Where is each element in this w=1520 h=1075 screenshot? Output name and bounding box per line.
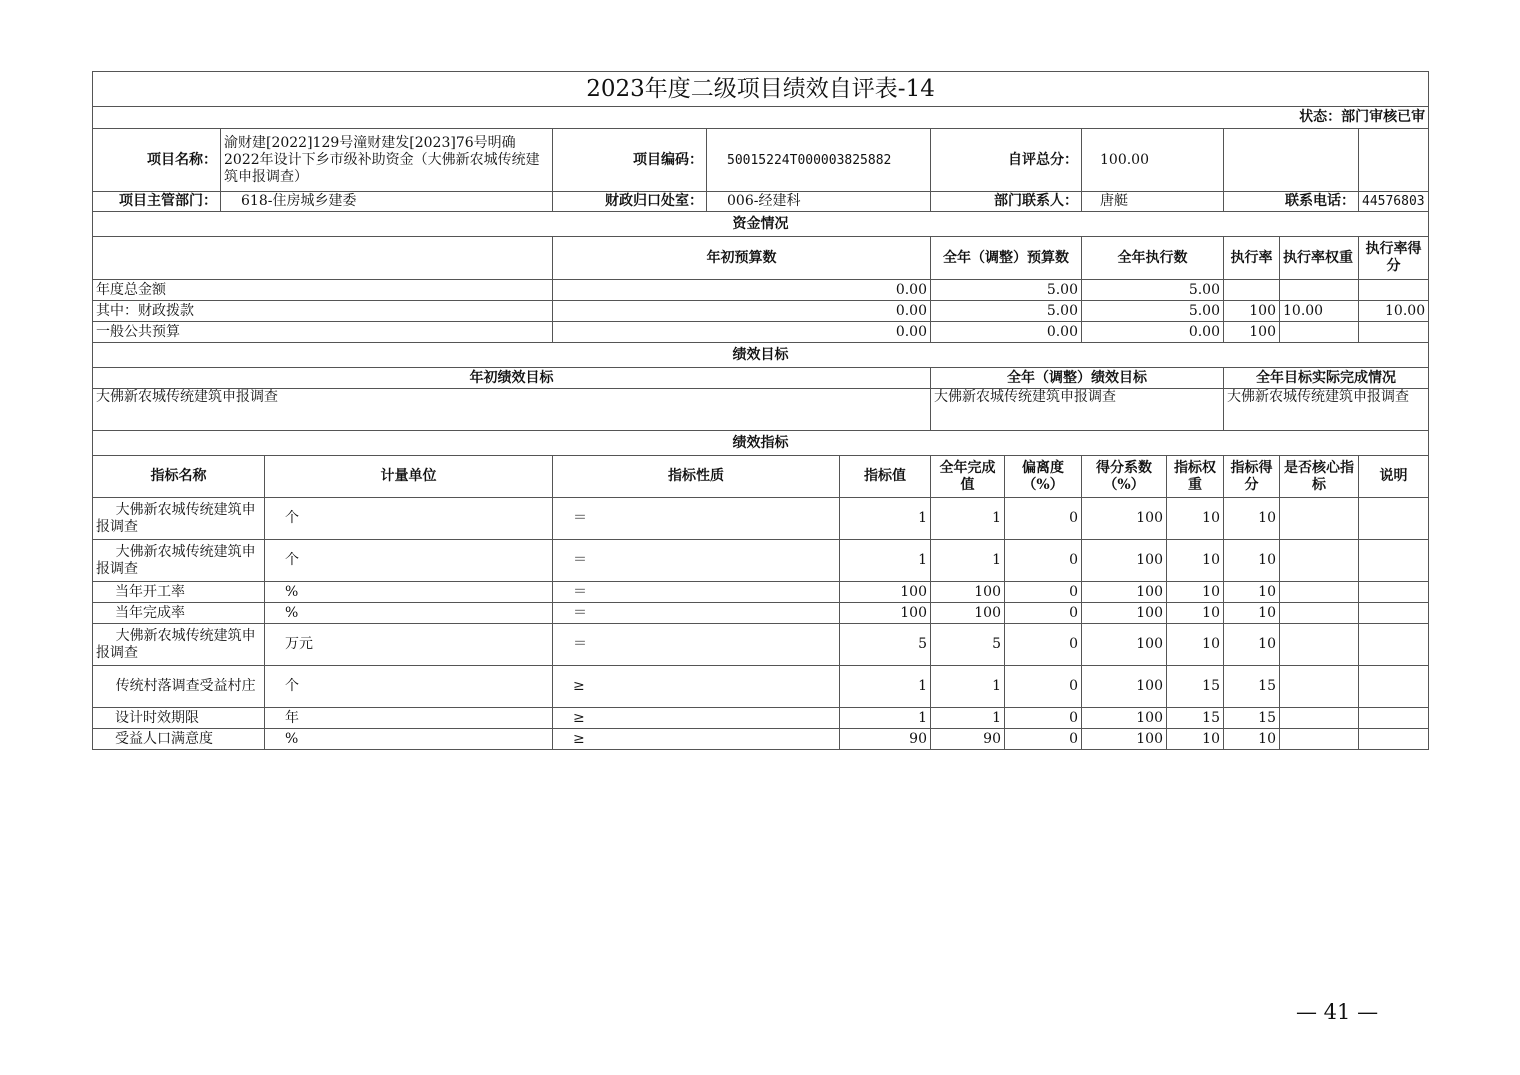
ind-name: 当年完成率	[93, 603, 265, 624]
funds-header-initial: 年初预算数	[553, 237, 931, 280]
ind-deviation: 0	[1005, 582, 1082, 603]
ind-value: 100	[840, 582, 931, 603]
funds-rate	[1224, 280, 1280, 301]
ind-weight: 10	[1167, 582, 1224, 603]
funds-row-name: 一般公共预算	[93, 322, 553, 343]
ind-coefficient: 100	[1082, 729, 1167, 750]
indicator-row	[93, 582, 1429, 603]
ind-unit: 年	[265, 708, 553, 729]
ind-header-unit: 计量单位	[265, 456, 553, 498]
funds-row	[93, 301, 1429, 322]
ind-nature: ≥	[553, 666, 840, 708]
ind-done: 100	[931, 603, 1005, 624]
ind-note	[1359, 708, 1429, 729]
finance-label: 财政归口处室：	[553, 192, 707, 212]
goals-initial: 大佛新农城传统建筑申报调查	[93, 389, 931, 431]
ind-weight: 10	[1167, 603, 1224, 624]
ind-weight: 10	[1167, 498, 1224, 540]
funds-header-adjusted: 全年（调整）预算数	[931, 237, 1082, 280]
ind-nature: ≥	[553, 708, 840, 729]
ind-note	[1359, 498, 1429, 540]
funds-executed: 5.00	[1082, 301, 1224, 322]
project-name-label: 项目名称：	[93, 129, 221, 192]
contact-label: 部门联系人：	[931, 192, 1082, 212]
ind-header-score: 指标得分	[1224, 456, 1280, 498]
funds-section-title: 资金情况	[93, 212, 1429, 237]
ind-note	[1359, 729, 1429, 750]
ind-header-done: 全年完成值	[931, 456, 1005, 498]
indicator-row	[93, 624, 1429, 666]
funds-initial: 0.00	[553, 280, 931, 301]
ind-weight: 10	[1167, 729, 1224, 750]
ind-coefficient: 100	[1082, 540, 1167, 582]
indicator-row	[93, 540, 1429, 582]
ind-value: 1	[840, 708, 931, 729]
ind-nature: ＝	[553, 603, 840, 624]
ind-unit: 个	[265, 666, 553, 708]
form-title: 2023年度二级项目绩效自评表-14	[93, 72, 1429, 107]
ind-core	[1280, 729, 1359, 750]
goals-adjusted: 大佛新农城传统建筑申报调查	[931, 389, 1224, 431]
funds-header-executed: 全年执行数	[1082, 237, 1224, 280]
funds-header-rate: 执行率	[1224, 237, 1280, 280]
ind-coefficient: 100	[1082, 708, 1167, 729]
funds-row-name: 其中：财政拨款	[93, 301, 553, 322]
ind-core	[1280, 582, 1359, 603]
ind-nature: ＝	[553, 498, 840, 540]
indicator-row	[93, 666, 1429, 708]
ind-note	[1359, 582, 1429, 603]
funds-header-weight: 执行率权重	[1280, 237, 1359, 280]
ind-score: 10	[1224, 624, 1280, 666]
funds-weight: 10.00	[1280, 301, 1359, 322]
ind-nature: ＝	[553, 624, 840, 666]
ind-header-name: 指标名称	[93, 456, 265, 498]
project-code-value: 50015224T000003825882	[707, 129, 931, 192]
goals-header-actual: 全年目标实际完成情况	[1224, 368, 1429, 389]
ind-score: 15	[1224, 708, 1280, 729]
project-code-label: 项目编码：	[553, 129, 707, 192]
ind-score: 10	[1224, 603, 1280, 624]
ind-nature: ≥	[553, 729, 840, 750]
blank-cell	[1359, 129, 1429, 192]
funds-score: 10.00	[1359, 301, 1429, 322]
ind-name: 大佛新农城传统建筑申报调查	[93, 624, 265, 666]
evaluation-table	[92, 71, 1429, 750]
ind-score: 10	[1224, 582, 1280, 603]
goals-actual: 大佛新农城传统建筑申报调查	[1224, 389, 1429, 431]
ind-weight: 15	[1167, 666, 1224, 708]
project-name-value: 渝财建[2022]129号潼财建发[2023]76号明确2022年设计下乡市级补助资金（大佛新农城传统建筑申报调查）	[221, 129, 553, 192]
ind-deviation: 0	[1005, 624, 1082, 666]
ind-header-coefficient: 得分系数（%）	[1082, 456, 1167, 498]
phone-label: 联系电话：	[1224, 192, 1359, 212]
ind-deviation: 0	[1005, 729, 1082, 750]
ind-nature: ＝	[553, 540, 840, 582]
indicators-section-title: 绩效指标	[93, 431, 1429, 456]
dept-label: 项目主管部门：	[93, 192, 221, 212]
ind-core	[1280, 708, 1359, 729]
score-value: 100.00	[1082, 129, 1224, 192]
ind-weight: 15	[1167, 708, 1224, 729]
funds-row	[93, 322, 1429, 343]
ind-name: 传统村落调查受益村庄	[93, 666, 265, 708]
funds-executed: 0.00	[1082, 322, 1224, 343]
ind-value: 1	[840, 498, 931, 540]
ind-nature: ＝	[553, 582, 840, 603]
ind-unit: %	[265, 582, 553, 603]
funds-rate: 100	[1224, 301, 1280, 322]
ind-coefficient: 100	[1082, 624, 1167, 666]
finance-value: 006-经建科	[707, 192, 931, 212]
ind-unit: 万元	[265, 624, 553, 666]
ind-core	[1280, 666, 1359, 708]
ind-done: 1	[931, 708, 1005, 729]
funds-adjusted: 0.00	[931, 322, 1082, 343]
funds-row	[93, 280, 1429, 301]
ind-deviation: 0	[1005, 603, 1082, 624]
dept-value: 618-住房城乡建委	[221, 192, 553, 212]
ind-name: 受益人口满意度	[93, 729, 265, 750]
ind-name: 大佛新农城传统建筑申报调查	[93, 540, 265, 582]
evaluation-form	[92, 71, 1428, 750]
ind-note	[1359, 666, 1429, 708]
ind-core	[1280, 498, 1359, 540]
ind-header-core: 是否核心指标	[1280, 456, 1359, 498]
ind-header-weight: 指标权重	[1167, 456, 1224, 498]
funds-header-score: 执行率得分	[1359, 237, 1429, 280]
ind-coefficient: 100	[1082, 666, 1167, 708]
indicator-row	[93, 603, 1429, 624]
indicator-row	[93, 729, 1429, 750]
ind-note	[1359, 540, 1429, 582]
goals-header-adjusted: 全年（调整）绩效目标	[931, 368, 1224, 389]
funds-initial: 0.00	[553, 301, 931, 322]
ind-coefficient: 100	[1082, 498, 1167, 540]
ind-value: 1	[840, 666, 931, 708]
ind-done: 90	[931, 729, 1005, 750]
ind-header-nature: 指标性质	[553, 456, 840, 498]
ind-score: 10	[1224, 729, 1280, 750]
funds-row-name: 年度总金额	[93, 280, 553, 301]
ind-header-note: 说明	[1359, 456, 1429, 498]
ind-coefficient: 100	[1082, 603, 1167, 624]
page-number: — 41 —	[1296, 1000, 1379, 1024]
funds-executed: 5.00	[1082, 280, 1224, 301]
ind-done: 1	[931, 498, 1005, 540]
ind-score: 15	[1224, 666, 1280, 708]
ind-name: 设计时效期限	[93, 708, 265, 729]
funds-initial: 0.00	[553, 322, 931, 343]
ind-score: 10	[1224, 498, 1280, 540]
goals-section-title: 绩效目标	[93, 343, 1429, 368]
ind-header-deviation: 偏离度（%）	[1005, 456, 1082, 498]
funds-adjusted: 5.00	[931, 280, 1082, 301]
ind-core	[1280, 540, 1359, 582]
ind-done: 100	[931, 582, 1005, 603]
ind-name: 当年开工率	[93, 582, 265, 603]
ind-note	[1359, 603, 1429, 624]
ind-unit: %	[265, 729, 553, 750]
ind-done: 1	[931, 666, 1005, 708]
ind-deviation: 0	[1005, 540, 1082, 582]
ind-value: 5	[840, 624, 931, 666]
ind-deviation: 0	[1005, 666, 1082, 708]
ind-value: 100	[840, 603, 931, 624]
funds-weight	[1280, 280, 1359, 301]
funds-adjusted: 5.00	[931, 301, 1082, 322]
score-label: 自评总分：	[931, 129, 1082, 192]
ind-core	[1280, 624, 1359, 666]
ind-coefficient: 100	[1082, 582, 1167, 603]
ind-value: 1	[840, 540, 931, 582]
blank-cell	[93, 237, 553, 280]
phone-value: 44576803	[1359, 192, 1429, 212]
funds-score	[1359, 322, 1429, 343]
indicator-row	[93, 708, 1429, 729]
blank-cell	[1224, 129, 1359, 192]
goals-header-initial: 年初绩效目标	[93, 368, 931, 389]
ind-weight: 10	[1167, 624, 1224, 666]
ind-unit: 个	[265, 540, 553, 582]
ind-done: 1	[931, 540, 1005, 582]
ind-name: 大佛新农城传统建筑申报调查	[93, 498, 265, 540]
ind-score: 10	[1224, 540, 1280, 582]
funds-score	[1359, 280, 1429, 301]
indicator-row	[93, 498, 1429, 540]
ind-value: 90	[840, 729, 931, 750]
funds-weight	[1280, 322, 1359, 343]
ind-deviation: 0	[1005, 708, 1082, 729]
ind-note	[1359, 624, 1429, 666]
contact-value: 唐艇	[1082, 192, 1224, 212]
funds-rate: 100	[1224, 322, 1280, 343]
ind-unit: %	[265, 603, 553, 624]
ind-deviation: 0	[1005, 498, 1082, 540]
ind-header-value: 指标值	[840, 456, 931, 498]
ind-weight: 10	[1167, 540, 1224, 582]
ind-done: 5	[931, 624, 1005, 666]
status-text: 状态：部门审核已审	[93, 107, 1429, 129]
ind-unit: 个	[265, 498, 553, 540]
ind-core	[1280, 603, 1359, 624]
